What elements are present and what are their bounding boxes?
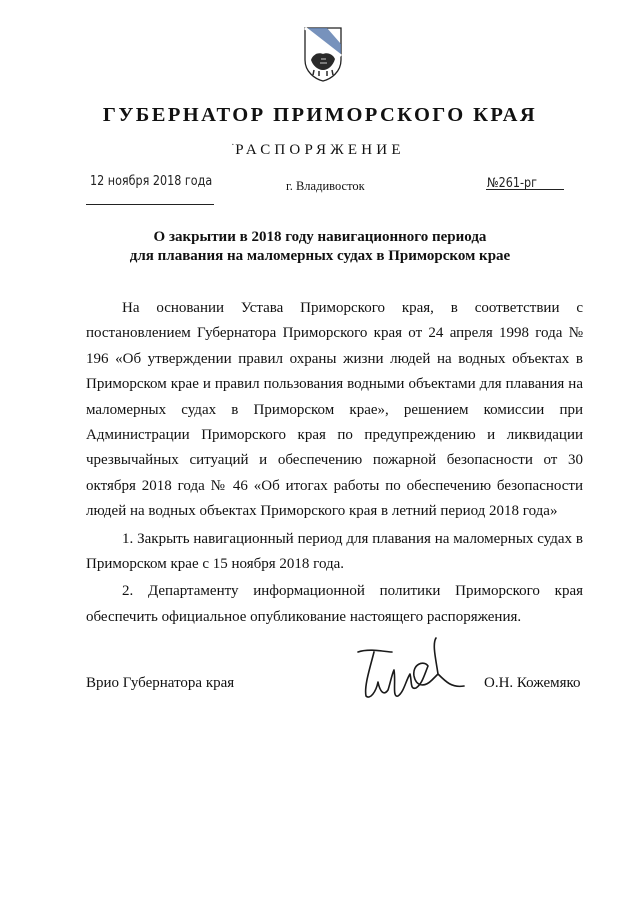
handwritten-signature xyxy=(340,630,470,710)
paragraph-preamble: На основании Устава Приморского края, в соответствии с постановлением Губернатора Приморского края от 24 апреля 1998 года № 196 «Об утверждении правил охраны жизни людей на водных объектах в Приморском крае и правил пользования водными объектами для плавания на маломерных судах в Приморском крае», решением комиссии при Администрации Приморского края по предупреждению и ликвидации чрезвычайных ситуаций и обеспечению пожарной безопасности от 30 октября 2018 года № 46 «Об итогах работы по обеспечению безопасности людей на водных объектах Приморского края в летний период 2018 года» xyxy=(86,300,583,520)
document-body xyxy=(86,296,583,630)
signatory-name: О.Н. Кожемяко xyxy=(484,675,581,691)
paragraph-item-2: 2. Департаменту информационной политики Приморского края обеспечить официальное опубликование настоящего распоряжения. xyxy=(86,583,583,625)
coat-of-arms-emblem xyxy=(303,26,343,82)
document-type: РАСПОРЯЖЕНИЕ xyxy=(235,142,405,158)
document-subject xyxy=(0,228,640,266)
document-city: г. Владивосток xyxy=(286,179,365,193)
document-number: №261-рг xyxy=(487,176,537,191)
paragraph-item-1: 1. Закрыть навигационный период для плавания на маломерных судах в Приморском крае с 15 ноября 2018 года. xyxy=(86,530,583,573)
subject-line-2: для плавания на маломерных судах в Приморском крае xyxy=(129,248,511,264)
subject-line-1: О закрытии в 2018 году навигационного периода xyxy=(153,229,487,245)
document-date: 12 ноября 2018 года xyxy=(90,174,213,189)
signatory-title: Врио Губернатора края xyxy=(86,675,235,691)
governor-title: ГУБЕРНАТОР ПРИМОРСКОГО КРАЯ xyxy=(102,104,538,126)
dot-mark: · xyxy=(231,139,235,151)
